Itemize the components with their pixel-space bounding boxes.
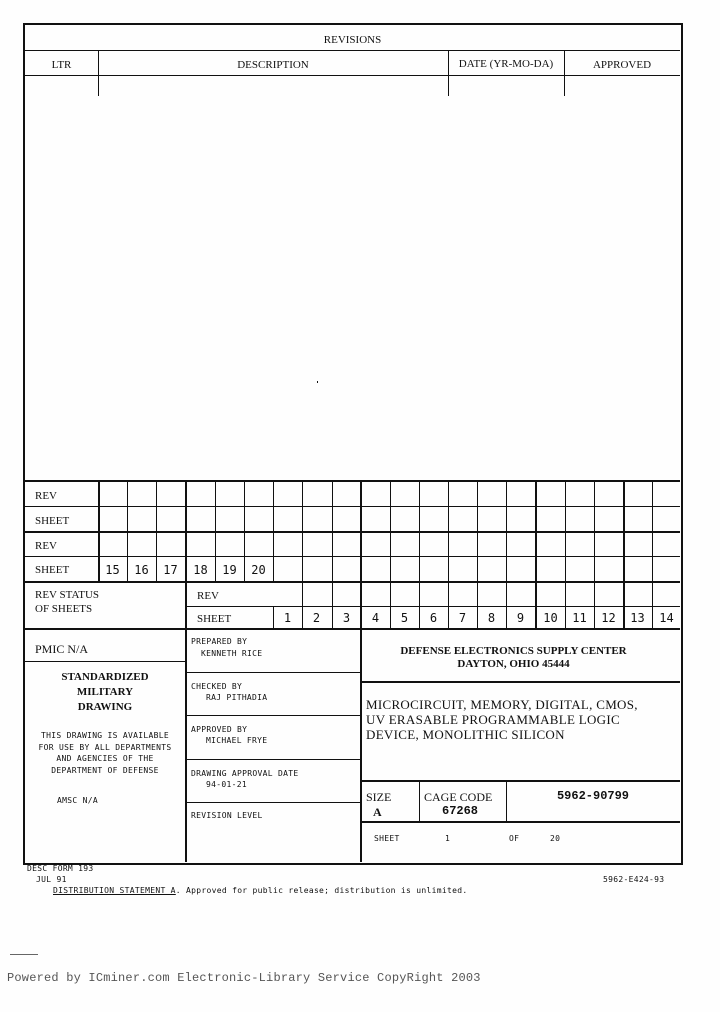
divider [24,480,680,482]
sheet-number: 14 [659,611,674,625]
sheet-number: 12 [601,611,616,625]
divider [24,661,186,662]
sheet-number: 19 [222,563,237,577]
divider [25,75,680,76]
divider [623,480,625,628]
amsc-label: AMSC N/A [57,796,98,805]
sheet-number: 16 [134,563,149,577]
sheet-row-label: SHEET [35,515,70,527]
divider [361,780,680,782]
divider [186,606,680,607]
rev-row-label: REV [35,540,57,552]
sheet-label: SHEET [374,834,400,843]
divider [564,50,565,96]
form-number: DESC FORM 193 [27,864,94,873]
smd-title-line: DRAWING [77,701,133,713]
cage-code-value: 67268 [442,804,479,818]
sheet-number: 1 [283,611,292,625]
pmic-label: PMIC N/A [35,642,89,656]
availability-line: DEPARTMENT OF DEFENSE [51,765,159,775]
speck [317,381,318,383]
divider [448,480,449,628]
document-title [366,697,638,742]
rev-label: REV [197,590,219,602]
revisions-title: REVISIONS [323,34,382,46]
divider [594,480,595,628]
divider [477,480,478,628]
divider [419,480,420,628]
divider [419,780,420,822]
revision-level-label: REVISION LEVEL [191,811,263,820]
col-date-header: DATE (YR-MO-DA) [458,58,554,70]
sheet-number: 9 [516,611,525,625]
availability-line: THIS DRAWING IS AVAILABLE [41,731,169,740]
availability-statement [24,730,186,776]
approved-by-label: APPROVED BY [191,725,248,734]
divider [332,480,333,628]
of-value: 20 [550,834,561,843]
divider [535,480,537,628]
sheet-number: 18 [193,563,208,577]
rev-status-label: OF SHEETS [35,603,93,615]
approval-date-label: DRAWING APPROVAL DATE [191,769,299,778]
approved-by-name: MICHAEL FRYE [206,736,268,745]
sheet-row-label: SHEET [35,564,70,576]
distribution-statement [53,886,467,895]
smd-title-line: STANDARDIZED [61,671,149,683]
approval-date-value: 94-01-21 [206,780,247,789]
distribution-label: DISTRIBUTION STATEMENT A [53,886,176,895]
agency-line: DEFENSE ELECTRONICS SUPPLY CENTER [400,645,627,657]
title-line: DEVICE, MONOLITHIC SILICON [366,727,565,742]
sheet-number: 7 [458,611,467,625]
divider [24,556,680,557]
sheet-number: 6 [429,611,438,625]
divider [652,480,653,628]
sheet-value: 1 [445,834,451,843]
sheet-number: 17 [163,563,178,577]
rev-row-label: REV [35,490,57,502]
availability-line: AND AGENCIES OF THE [56,754,154,763]
sheet-number: 3 [342,611,351,625]
divider [24,628,680,630]
divider [24,531,680,533]
col-description-header: DESCRIPTION [237,59,309,71]
sheet-number: 10 [543,611,558,625]
divider [565,480,566,628]
prepared-by-name: KENNETH RICE [201,649,263,658]
doc-control-number: 5962-E424-93 [603,875,665,884]
divider [24,506,680,507]
col-ltr-header: LTR [51,59,72,71]
title-line: UV ERASABLE PROGRAMMABLE LOGIC [366,712,620,727]
divider [361,681,680,683]
checked-by-label: CHECKED BY [191,682,243,691]
divider [186,672,360,673]
size-label: SIZE [366,790,392,804]
drawing-number: 5962-90799 [556,789,629,803]
rev-status-label: REV STATUS [35,589,100,601]
agency-line: DAYTON, OHIO 45444 [457,658,570,670]
divider [390,480,391,628]
of-label: OF [509,834,520,843]
sheet-number: 8 [487,611,496,625]
smd-title-line: MILITARY [76,686,134,698]
agency-name [361,645,666,671]
divider [24,581,680,583]
scan-mark [10,954,38,955]
divider [448,50,449,96]
form-date: JUL 91 [36,875,67,884]
divider [25,50,680,51]
divider [98,50,99,96]
watermark: Powered by ICminer.com Electronic-Library Service CopyRight 2003 [7,971,481,985]
col-approved-header: APPROVED [592,59,652,71]
sheet-number: 13 [630,611,645,625]
sheet-label: SHEET [197,613,232,625]
sheet-number: 11 [572,611,587,625]
sheet-number: 4 [371,611,380,625]
divider [360,480,362,628]
divider [186,759,360,760]
title-line: MICROCIRCUIT, MEMORY, DIGITAL, CMOS, [366,697,638,712]
sheet-number: 2 [312,611,321,625]
divider [302,480,303,628]
sheet-number: 5 [400,611,409,625]
cage-code-label: CAGE CODE [424,790,493,804]
sheet-number: 15 [105,563,120,577]
divider [186,715,360,716]
checked-by-name: RAJ PITHADIA [206,693,268,702]
distribution-text: . Approved for public release; distribution is unlimited. [175,886,468,895]
smd-title [24,670,186,715]
availability-line: FOR USE BY ALL DEPARTMENTS [38,742,172,752]
sheet-number: 20 [251,563,266,577]
divider [361,821,680,823]
size-value: A [373,805,382,819]
prepared-by-label: PREPARED BY [191,637,248,646]
divider [506,480,507,628]
divider [186,802,360,803]
divider [273,480,274,581]
divider [185,480,187,628]
